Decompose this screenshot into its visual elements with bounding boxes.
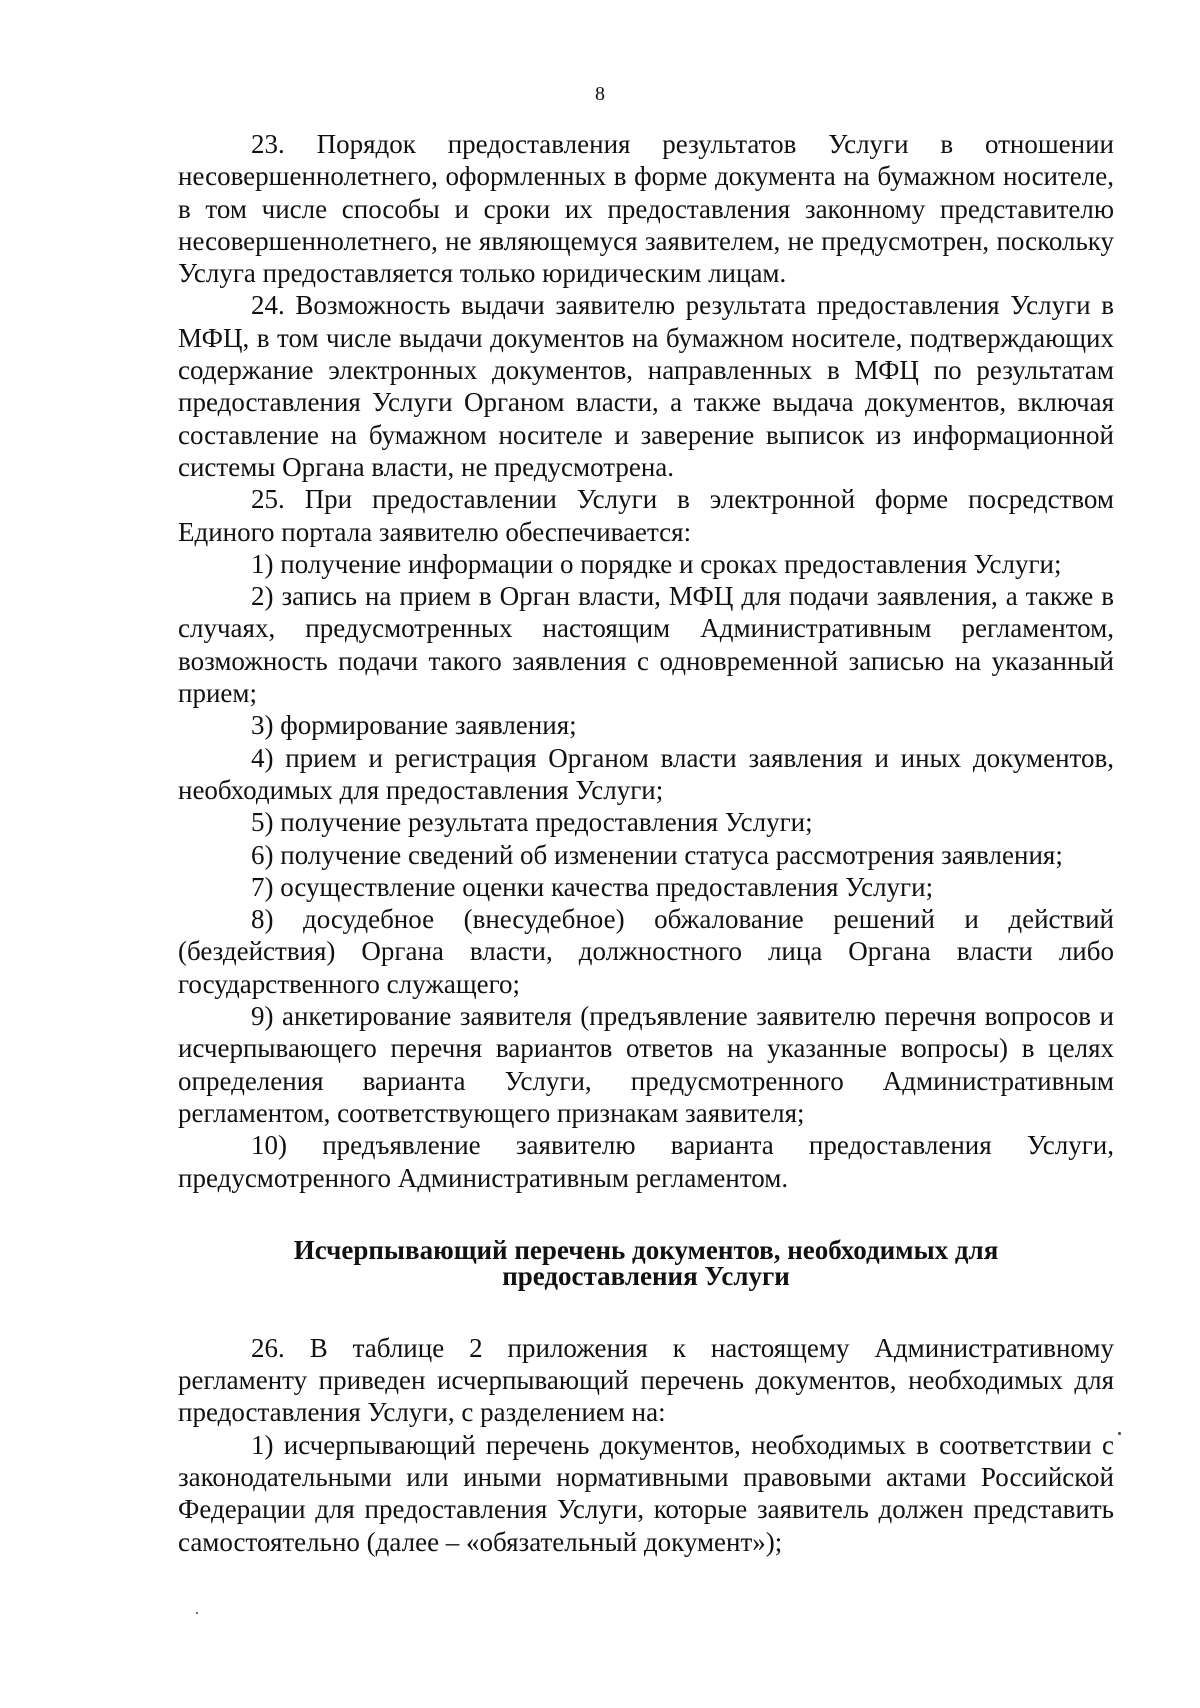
scan-speck bbox=[1118, 1432, 1121, 1435]
paragraph-25: 25. При предоставлении Услуги в электронной форме посредством Единого портала заявителю обеспечивается: bbox=[178, 484, 1114, 547]
page-number: 8 bbox=[595, 83, 605, 105]
paragraph-23: 23. Порядок предоставления результатов Услуги в отношении несовершеннолетнего, оформленных в форме документа на бумажном носителе, в том числе способы и сроки их предоставления законному представителю несовершеннолетнего, не являющемуся заявителем, не предусмотрен, поскольку Услуга предоставляется только юридическим лицам. bbox=[178, 129, 1114, 289]
list-item-25-10: 10) предъявление заявителю варианта предоставления Услуги, предусмотренного Административным регламентом. bbox=[178, 1130, 1114, 1193]
list-item-25-6: 6) получение сведений об изменении статуса рассмотрения заявления; bbox=[251, 839, 1063, 870]
list-item-25-2: 2) запись на прием в Орган власти, МФЦ для подачи заявления, а также в случаях, предусмотренных настоящим Административным регламентом, возможность подачи такого заявления с одновременной записью на указанный прием; bbox=[178, 581, 1114, 709]
list-item-25-5: 5) получение результата предоставления Услуги; bbox=[251, 807, 813, 838]
document-body bbox=[178, 128, 1114, 1558]
list-item-25-1: 1) получение информации о порядке и сроках предоставления Услуги; bbox=[251, 548, 1062, 579]
list-item-25-8: 8) досудебное (внесудебное) обжалование решений и действий (бездействия) Органа власти, должностного лица Органа власти либо государственного служащего; bbox=[178, 904, 1114, 999]
list-item-25-4: 4) прием и регистрация Органом власти заявления и иных документов, необходимых для предоставления Услуги; bbox=[178, 742, 1114, 805]
section-heading: Исчерпывающий перечень документов, необходимых для предоставления Услуги bbox=[293, 1234, 999, 1291]
list-item-25-3: 3) формирование заявления; bbox=[251, 710, 577, 741]
list-item-25-9: 9) анкетирование заявителя (предъявление заявителю перечня вопросов и исчерпывающего перечня вариантов ответов на указанные вопросы) в целях определения варианта Услуги, предусмотренного Административным регламентом, соответствующего признакам заявителя; bbox=[178, 1001, 1114, 1128]
list-item-25-7: 7) осуществление оценки качества предоставления Услуги; bbox=[251, 871, 934, 902]
list-item-26-1: 1) исчерпывающий перечень документов, необходимых в соответствии с законодательными или иными нормативными правовыми актами Российской Федерации для предоставления Услуги, которые заявитель должен представить самостоятельно (далее – «обязательный документ»); bbox=[178, 1429, 1114, 1557]
scan-speck bbox=[196, 1612, 198, 1614]
paragraph-26: 26. В таблице 2 приложения к настоящему Административному регламенту приведен исчерпывающий перечень документов, необходимых для предоставления Услуги, с разделением на: bbox=[178, 1332, 1114, 1428]
paragraph-24: 24. Возможность выдачи заявителю результата предоставления Услуги в МФЦ, в том числе выдачи документов на бумажном носителе, подтверждающих содержание электронных документов, направленных в МФЦ по результатам предоставления Услуги Органом власти, а также выдача документов, включая составление на бумажном носителе и заверение выписок из информационной системы Органа власти, не предусмотрена. bbox=[178, 290, 1114, 482]
